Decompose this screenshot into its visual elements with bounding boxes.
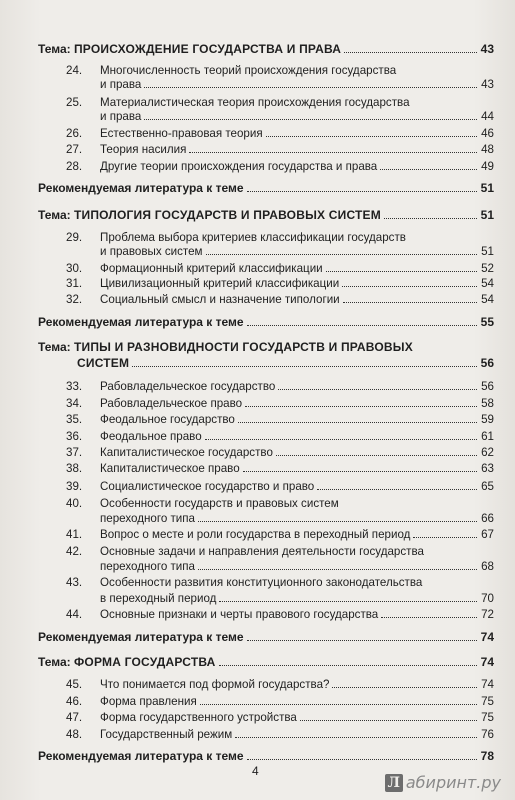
dot-leader xyxy=(144,86,477,88)
item-number: 30. xyxy=(66,262,83,275)
dot-leader xyxy=(247,324,477,326)
section-heading-continued xyxy=(77,357,494,370)
item-number: 28. xyxy=(66,160,83,173)
heading-prefix: Тема: xyxy=(38,340,71,354)
recommended-literature xyxy=(38,631,494,644)
literature-label: Рекомендуемая литература к теме xyxy=(38,630,244,644)
item-title: Социальный смысл и назначение типологии xyxy=(100,293,340,306)
dot-leader xyxy=(219,600,477,602)
item-page: 75 xyxy=(481,711,494,724)
item-title-continued: и права xyxy=(100,110,142,123)
literature-page: 74 xyxy=(480,630,494,644)
heading-title: ФОРМА ГОСУДАРСТВА xyxy=(73,655,216,669)
item-number: 42. xyxy=(66,545,83,558)
toc-item xyxy=(100,711,494,724)
section-heading-label xyxy=(38,656,216,669)
watermark-text: абиринт.ру xyxy=(405,773,501,792)
item-page: 61 xyxy=(481,430,494,443)
item-title: Рабовладельческое государство xyxy=(100,380,276,393)
toc-item xyxy=(100,462,494,475)
item-title-continued: и правовых систем xyxy=(100,245,203,258)
item-title-continued: в переходный период xyxy=(100,592,217,605)
item-number: 25. xyxy=(66,96,83,109)
toc-item xyxy=(100,262,494,275)
item-page: 67 xyxy=(481,528,494,541)
heading-prefix: Тема: xyxy=(38,655,71,669)
item-number: 46. xyxy=(66,695,83,708)
item-title: Основные задачи и направления деятельности государства xyxy=(100,545,424,558)
literature-page: 78 xyxy=(480,749,494,763)
toc-item xyxy=(100,127,494,140)
item-title: Социалистическое государство и право xyxy=(100,480,315,493)
item-number: 45. xyxy=(66,678,83,691)
item-page: 63 xyxy=(481,462,494,475)
toc-item xyxy=(100,446,494,459)
dot-leader xyxy=(247,639,477,641)
literature-page: 55 xyxy=(480,315,494,329)
toc-item xyxy=(100,592,494,605)
item-title: Материалистическая теория происхождения государства xyxy=(100,96,410,109)
heading-prefix: Тема: xyxy=(38,42,71,56)
dot-leader xyxy=(342,285,477,287)
item-number: 41. xyxy=(66,528,83,541)
item-number: 47. xyxy=(66,711,83,724)
item-page: 76 xyxy=(481,728,494,741)
section-heading-label xyxy=(38,341,413,354)
dot-leader xyxy=(200,703,477,705)
item-title: Естественно-правовая теория xyxy=(100,127,263,140)
item-number: 43. xyxy=(66,576,83,589)
item-title: Рабовладельческое право xyxy=(100,397,243,410)
dot-leader xyxy=(206,253,477,255)
toc-item xyxy=(100,413,494,426)
dot-leader xyxy=(332,686,477,688)
item-page: 51 xyxy=(481,245,494,258)
heading-title-line2: СИСТЕМ xyxy=(77,356,130,370)
toc-item xyxy=(100,78,494,91)
item-page: 43 xyxy=(481,78,494,91)
literature-label: Рекомендуемая литература к теме xyxy=(38,315,244,329)
item-page: 66 xyxy=(481,512,494,525)
toc-item xyxy=(100,380,494,393)
item-title: Форма правления xyxy=(100,695,197,708)
dot-leader xyxy=(243,470,477,472)
item-number: 34. xyxy=(66,397,83,410)
item-title: Другие теории происхождения государства и права xyxy=(100,160,378,173)
dot-leader xyxy=(381,616,477,618)
item-title: Проблема выбора критериев классификации государств xyxy=(100,231,406,244)
section-heading xyxy=(38,656,494,669)
dot-leader xyxy=(326,270,477,272)
dot-leader xyxy=(245,405,477,407)
toc-item xyxy=(100,728,494,741)
item-page: 56 xyxy=(481,380,494,393)
dot-leader xyxy=(343,301,477,303)
item-number: 31. xyxy=(66,277,83,290)
item-page: 68 xyxy=(481,560,494,573)
literature-page: 51 xyxy=(480,181,494,195)
heading-title: ПРОИСХОЖДЕНИЕ ГОСУДАРСТВА И ПРАВА xyxy=(73,42,342,56)
item-title-continued: и права xyxy=(100,78,142,91)
dot-leader xyxy=(380,168,477,170)
item-title: Феодальное государство xyxy=(100,413,235,426)
toc-item xyxy=(100,695,494,708)
item-page: 70 xyxy=(481,592,494,605)
toc-item xyxy=(100,143,494,156)
labirint-logo-icon: Л xyxy=(385,774,403,792)
toc-item xyxy=(100,678,494,691)
dot-leader xyxy=(413,536,477,538)
heading-page: 74 xyxy=(480,655,494,669)
item-number: 32. xyxy=(66,293,83,306)
dot-leader xyxy=(300,719,477,721)
toc-item xyxy=(100,397,494,410)
dot-leader xyxy=(198,568,477,570)
item-title: Основные признаки и черты правового государства xyxy=(100,608,379,621)
item-page: 75 xyxy=(481,695,494,708)
item-page: 44 xyxy=(481,110,494,123)
item-page: 72 xyxy=(481,608,494,621)
toc-item xyxy=(100,528,494,541)
heading-page: 43 xyxy=(480,42,494,56)
heading-prefix: Тема: xyxy=(38,208,71,222)
item-title: Что понимается под формой государства? xyxy=(100,678,330,691)
section-heading-label xyxy=(38,209,381,222)
dot-leader xyxy=(235,736,477,738)
toc-item xyxy=(100,430,494,443)
item-number: 29. xyxy=(66,231,83,244)
item-number: 26. xyxy=(66,127,83,140)
item-page: 54 xyxy=(481,293,494,306)
dot-leader xyxy=(317,488,477,490)
item-title-continued: переходного типа xyxy=(100,560,195,573)
item-title: Государственный режим xyxy=(100,728,233,741)
toc-item xyxy=(100,110,494,123)
dot-leader xyxy=(384,217,477,219)
section-heading xyxy=(38,209,494,222)
toc-item xyxy=(100,560,494,573)
item-page: 74 xyxy=(481,678,494,691)
recommended-literature xyxy=(38,316,494,329)
toc-item xyxy=(100,608,494,621)
item-page: 49 xyxy=(481,160,494,173)
item-page: 62 xyxy=(481,446,494,459)
item-page: 48 xyxy=(481,143,494,156)
item-title-continued: переходного типа xyxy=(100,512,195,525)
heading-title: ТИПЫ И РАЗНОВИДНОСТИ ГОСУДАРСТВ И ПРАВОВЫХ xyxy=(73,340,413,354)
section-heading-label xyxy=(38,43,341,56)
item-title: Теория насилия xyxy=(100,143,187,156)
item-number: 35. xyxy=(66,413,83,426)
section-heading xyxy=(38,341,494,354)
item-number: 39. xyxy=(66,480,83,493)
literature-label: Рекомендуемая литература к теме xyxy=(38,749,244,763)
dot-leader xyxy=(278,388,477,390)
dot-leader xyxy=(219,664,478,666)
toc-item xyxy=(100,480,494,493)
dot-leader xyxy=(247,190,477,192)
item-number: 36. xyxy=(66,430,83,443)
toc-item xyxy=(100,245,494,258)
heading-title: ТИПОЛОГИЯ ГОСУДАРСТВ И ПРАВОВЫХ СИСТЕМ xyxy=(73,208,381,222)
item-number: 33. xyxy=(66,380,83,393)
item-title: Особенности государств и правовых систем xyxy=(100,497,339,510)
dot-leader xyxy=(247,758,477,760)
dot-leader xyxy=(189,151,477,153)
page-number: 4 xyxy=(252,764,259,778)
item-title: Вопрос о месте и роли государства в переходный период xyxy=(100,528,411,541)
item-page: 59 xyxy=(481,413,494,426)
dot-leader xyxy=(344,51,477,53)
dot-leader xyxy=(144,118,477,120)
item-number: 40. xyxy=(66,497,83,510)
item-number: 44. xyxy=(66,608,83,621)
item-title: Цивилизационный критерий классификации xyxy=(100,277,340,290)
toc-item xyxy=(100,277,494,290)
dot-leader xyxy=(132,365,477,367)
item-page: 58 xyxy=(481,397,494,410)
item-number: 48. xyxy=(66,728,83,741)
literature-label: Рекомендуемая литература к теме xyxy=(38,181,244,195)
item-title: Феодальное право xyxy=(100,430,202,443)
item-title: Формационный критерий классификации xyxy=(100,262,323,275)
item-number: 38. xyxy=(66,462,83,475)
dot-leader xyxy=(238,421,477,423)
recommended-literature xyxy=(38,182,494,195)
dot-leader xyxy=(205,438,477,440)
item-title: Капиталистическое государство xyxy=(100,446,273,459)
item-page: 54 xyxy=(481,277,494,290)
toc-item xyxy=(100,512,494,525)
labirint-watermark xyxy=(385,773,501,792)
toc-item xyxy=(100,293,494,306)
item-title: Капиталистическое право xyxy=(100,462,240,475)
item-title: Особенности развития конституционного законодательства xyxy=(100,576,423,589)
recommended-literature xyxy=(38,750,494,763)
section-heading xyxy=(38,43,494,56)
item-title: Форма государственного устройства xyxy=(100,711,297,724)
item-page: 65 xyxy=(481,480,494,493)
dot-leader xyxy=(276,454,477,456)
heading-page: 51 xyxy=(480,208,494,222)
item-page: 52 xyxy=(481,262,494,275)
toc-item xyxy=(100,160,494,173)
item-page: 46 xyxy=(481,127,494,140)
dot-leader xyxy=(266,135,477,137)
heading-page: 56 xyxy=(480,356,494,370)
item-title: Многочисленность теорий происхождения государства xyxy=(100,64,397,77)
item-number: 37. xyxy=(66,446,83,459)
item-number: 24. xyxy=(66,64,83,77)
dot-leader xyxy=(198,520,477,522)
item-number: 27. xyxy=(66,143,83,156)
